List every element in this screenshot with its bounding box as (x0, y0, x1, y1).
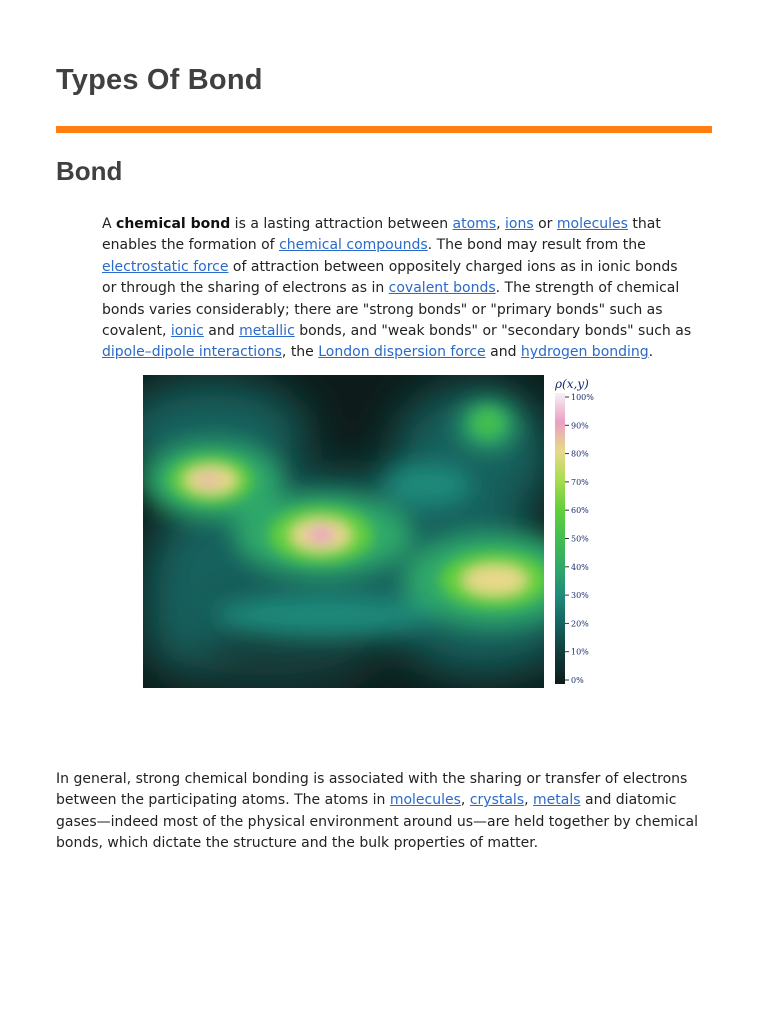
colorbar-tick-label: 80% (571, 449, 589, 459)
title-divider (56, 126, 712, 133)
text-run: or (533, 216, 557, 232)
text-run: A (102, 216, 117, 232)
colorbar-tick-label: 90% (571, 421, 589, 431)
link-molecules-2[interactable]: molecules (389, 792, 461, 809)
page-title: Types Of Bond (56, 64, 263, 96)
intro-paragraph (102, 214, 696, 364)
link-covalent-bonds[interactable]: covalent bonds (388, 280, 496, 297)
colorbar-tick-label: 10% (571, 647, 589, 657)
link-electrostatic-force[interactable]: electrostatic force (102, 258, 229, 275)
colorbar-tick-label: 50% (571, 534, 589, 544)
bold-term: chemical bond (116, 216, 231, 232)
electron-density-heatmap (143, 375, 544, 688)
text-run: . The strength of chemical bonds varies considerably; there are "strong bonds" or "primary bonds" such as covalent, (102, 280, 680, 340)
text-run: of attraction between oppositely charged ions as in ionic bonds or through the sharing of electrons as in (102, 258, 678, 297)
text-run: . The bond may result from the (427, 237, 646, 254)
general-paragraph (56, 769, 716, 855)
link-chemical-compounds[interactable]: chemical compounds (279, 237, 428, 254)
text-run: that enables the formation of (102, 216, 661, 254)
density-colorbar (553, 375, 608, 689)
link-ionic[interactable]: ionic (170, 323, 204, 340)
link-metallic[interactable]: metallic (239, 323, 295, 340)
colorbar-tick-label: 20% (571, 619, 589, 629)
link-hydrogen-bonding[interactable]: hydrogen bonding (520, 344, 649, 361)
text-run: , (496, 216, 506, 232)
link-ions[interactable]: ions (505, 216, 534, 232)
link-molecules[interactable]: molecules (556, 216, 628, 232)
link-london-dispersion-force[interactable]: London dispersion force (318, 344, 486, 361)
text-run: In general, strong chemical bonding is associated with the sharing or transfer of electrons between the participating atoms. The atoms in (56, 771, 688, 809)
colorbar-tick-label: 0% (571, 676, 584, 685)
section-heading: Bond (56, 156, 123, 186)
link-crystals[interactable]: crystals (469, 792, 525, 809)
colorbar-tick-label: 70% (571, 477, 589, 487)
colorbar-tick-label: 100% (571, 393, 594, 402)
text-run: , (460, 792, 470, 809)
colorbar-tick-label: 30% (571, 591, 589, 601)
link-atoms[interactable]: atoms (452, 216, 497, 232)
colorbar-scale (555, 393, 565, 684)
electron-density-figure (143, 375, 603, 689)
text-run: and (485, 344, 521, 361)
colorbar-tick-label: 60% (571, 506, 589, 516)
text-run: and diatomic gases—indeed most of the physical environment around us—are held together by chemical bonds, which dictate the structure and the bulk properties of matter. (56, 792, 699, 852)
text-run: bonds, and "weak bonds" or "secondary bonds" such as (294, 323, 692, 340)
link-dipole-dipole-interactions[interactable]: dipole–dipole interactions (102, 344, 282, 361)
colorbar-title: ρ(x,y) (555, 377, 589, 391)
link-metals[interactable]: metals (533, 792, 581, 809)
text-run: , the (281, 344, 319, 361)
text-run: and (203, 323, 240, 340)
text-run: is a lasting attraction between (230, 216, 453, 232)
colorbar-tick-label: 40% (571, 562, 589, 572)
text-run: . (648, 344, 654, 361)
text-run: , (524, 792, 534, 809)
